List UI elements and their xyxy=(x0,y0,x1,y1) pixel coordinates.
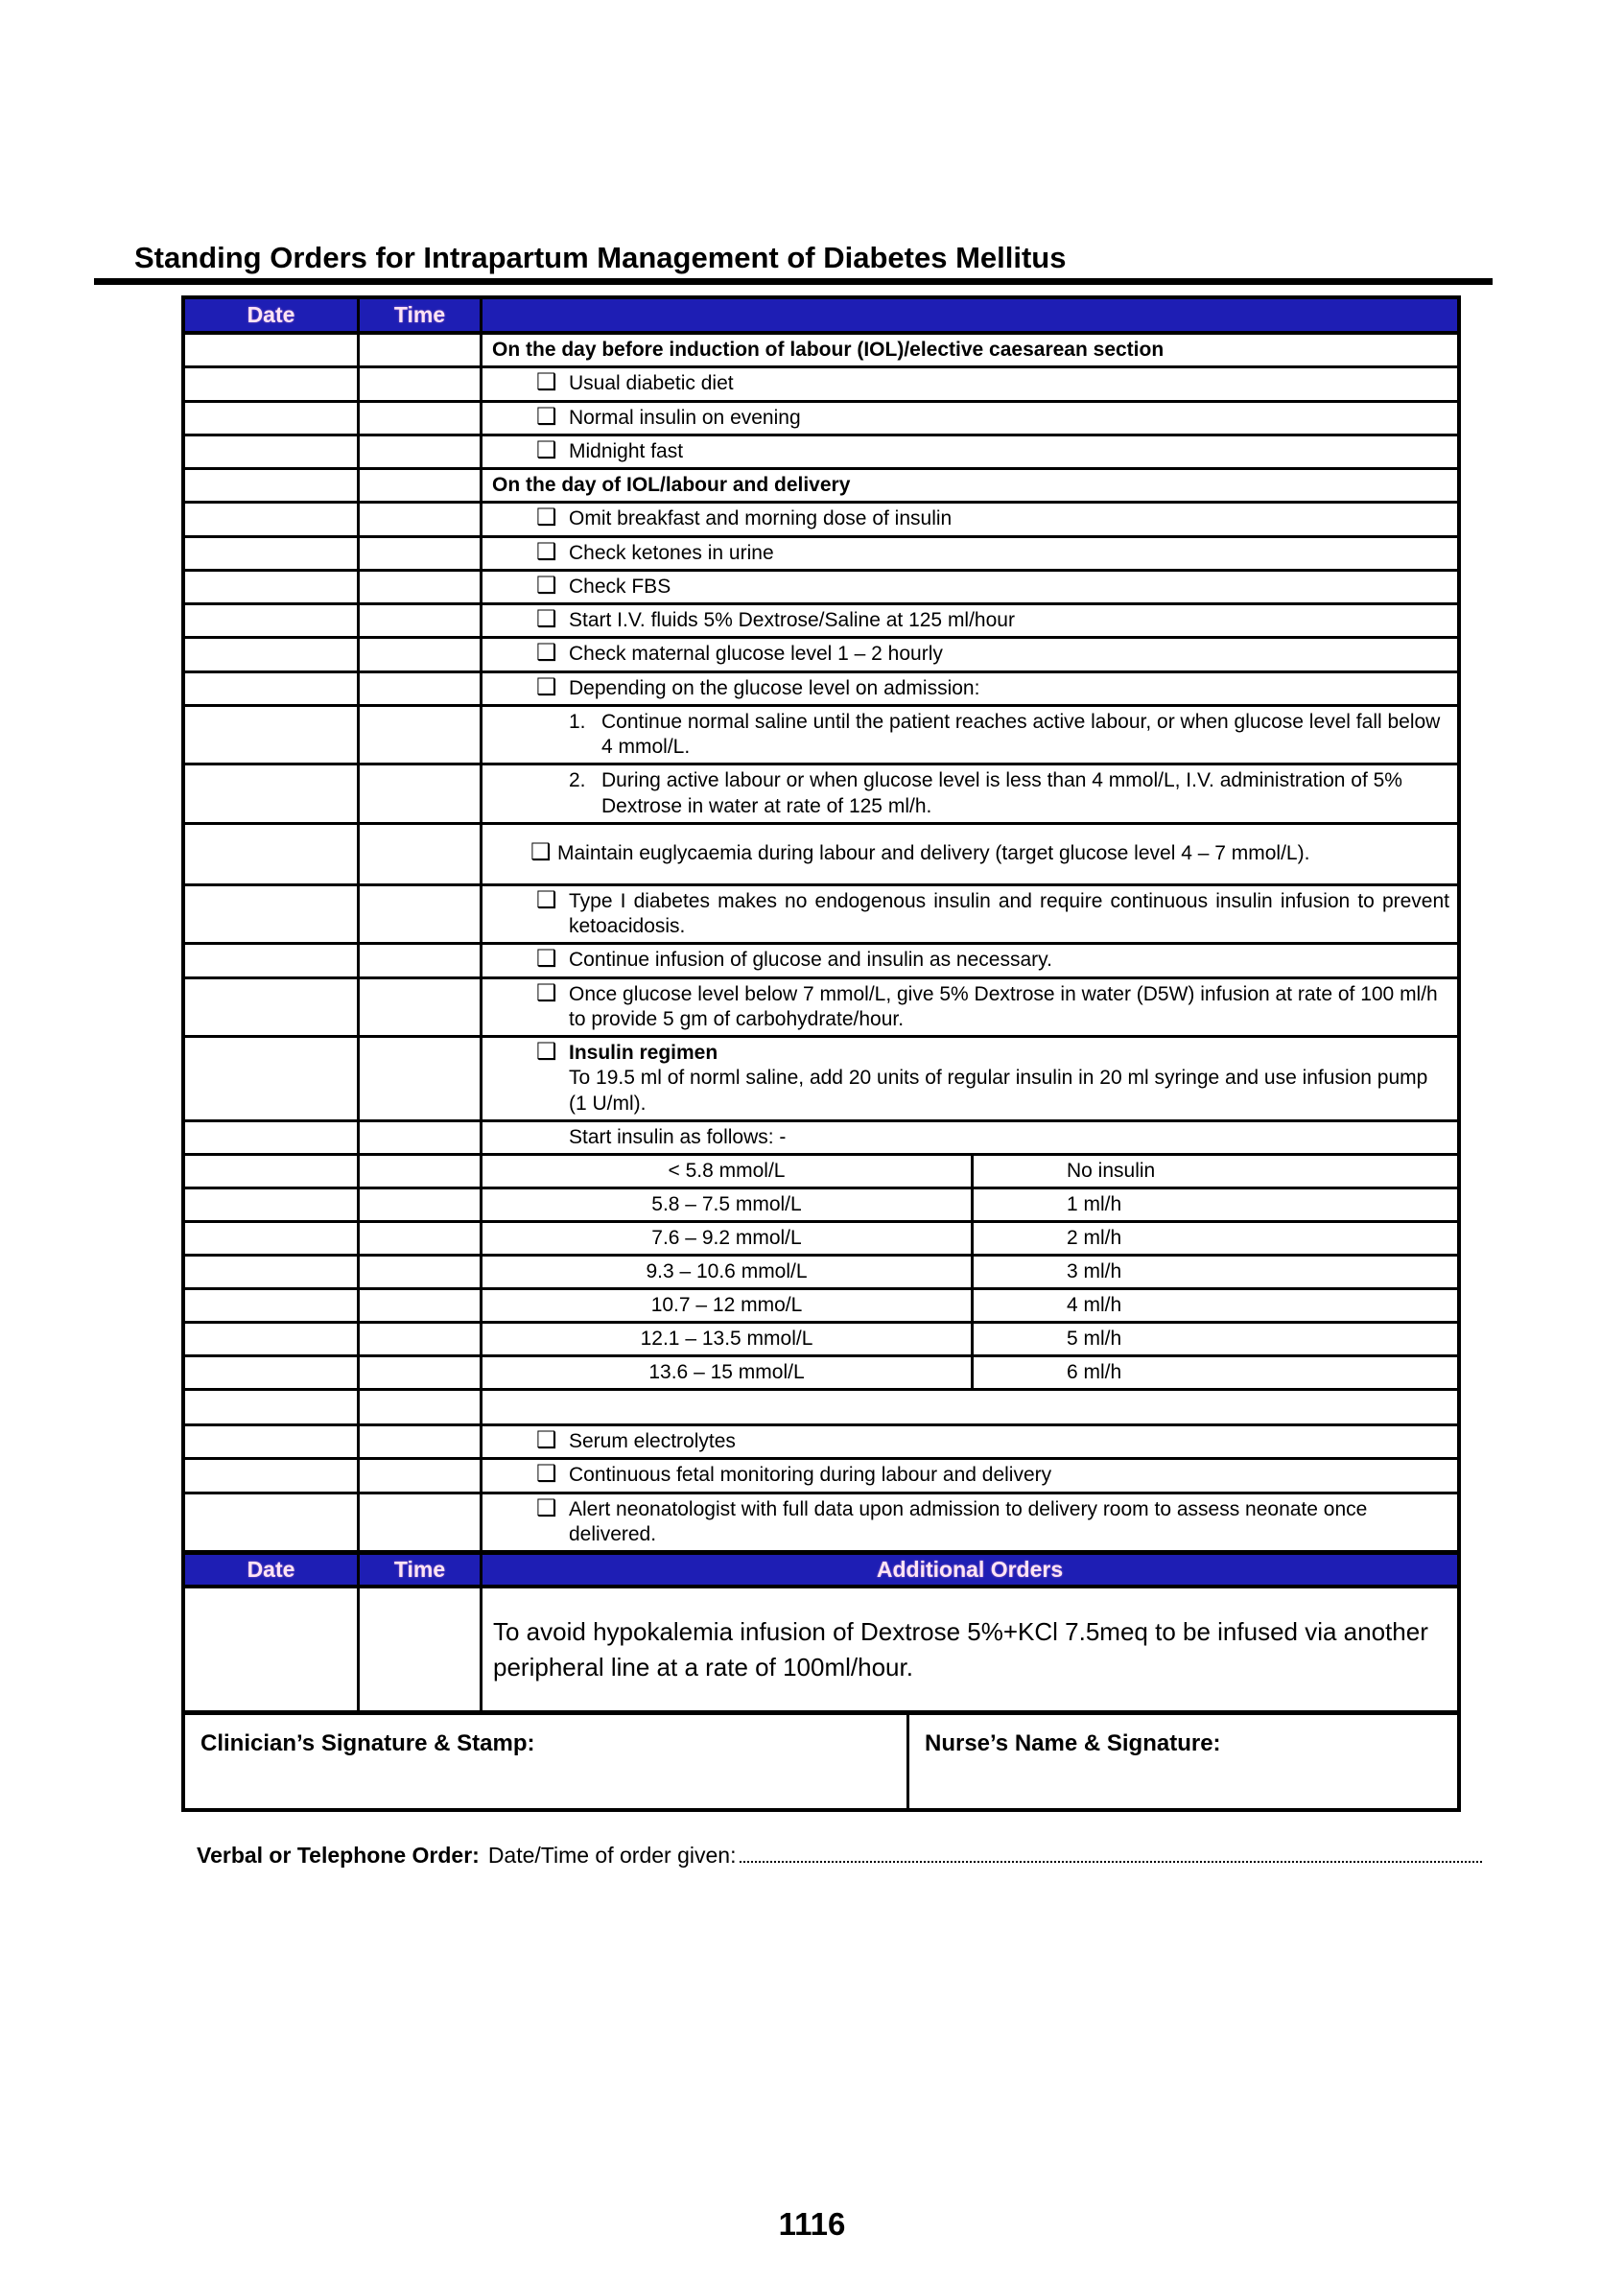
checkbox-icon: ❑ xyxy=(536,1039,557,1066)
table-row xyxy=(185,945,1457,978)
additional-order-row xyxy=(185,1588,1457,1713)
date-cell xyxy=(185,1223,360,1254)
time-cell xyxy=(360,1257,482,1287)
time-cell xyxy=(360,979,482,1036)
table-row xyxy=(185,368,1457,402)
dose-rate: 6 ml/h xyxy=(1067,1360,1122,1383)
table-row xyxy=(185,436,1457,470)
date-cell xyxy=(185,1357,360,1388)
checkbox-icon: ❑ xyxy=(536,505,557,531)
order-text: Midnight fast xyxy=(569,439,684,462)
date-cell xyxy=(185,886,360,943)
date-cell xyxy=(185,1391,360,1423)
order-text: Start I.V. fluids 5% Dextrose/Saline at 125 ml/hour xyxy=(569,609,1015,632)
order-cell xyxy=(482,1460,1457,1491)
table-row xyxy=(185,673,1457,707)
order-cell xyxy=(482,1189,1457,1220)
order-line xyxy=(482,1041,1449,1066)
checkbox-icon: ❑ xyxy=(536,538,557,565)
date-cell xyxy=(185,368,360,399)
order-text: Continue normal saline until the patient reaches active labour, or when glucose level fall below 4 mmol/L. xyxy=(601,710,1441,759)
table-row xyxy=(185,707,1457,766)
date-cell xyxy=(185,504,360,534)
table-row xyxy=(185,825,1457,886)
order-text: Alert neonatologist with full data upon admission to delivery room to assess neonate once delivered. xyxy=(569,1497,1368,1545)
order-text: Once glucose level below 7 mmol/L, give 5% Dextrose in water (D5W) infusion at rate of 100 ml/h to provide 5 gm of carbohydrate/hour. xyxy=(569,982,1438,1030)
orders-rows xyxy=(185,335,1457,1553)
time-cell xyxy=(360,765,482,822)
order-line xyxy=(482,642,1449,667)
date-cell xyxy=(185,1189,360,1220)
order-cell xyxy=(482,368,1457,399)
checkbox-icon: ❑ xyxy=(536,640,557,667)
time-cell xyxy=(360,368,482,399)
time-cell xyxy=(360,538,482,569)
additional-header-row xyxy=(185,1553,1457,1588)
time-cell xyxy=(360,1588,482,1710)
table-row xyxy=(185,886,1457,946)
time-cell xyxy=(360,639,482,670)
order-cell xyxy=(482,979,1457,1036)
page-title: Standing Orders for Intrapartum Management of Diabetes Mellitus xyxy=(134,241,1067,274)
table-row xyxy=(185,1290,1457,1324)
order-line xyxy=(482,1429,1449,1454)
order-line xyxy=(482,979,1449,1033)
checkbox-icon: ❑ xyxy=(536,403,557,430)
time-cell xyxy=(360,1223,482,1254)
date-cell xyxy=(185,979,360,1036)
table-row xyxy=(185,1324,1457,1357)
order-line xyxy=(482,1463,1449,1488)
table-row xyxy=(185,1122,1457,1156)
time-cell xyxy=(360,825,482,883)
checkbox-icon: ❑ xyxy=(536,369,557,396)
order-numbered-line xyxy=(482,768,1449,819)
nurse-signature-cell: Nurse’s Name & Signature: xyxy=(925,1730,1221,1757)
table-row xyxy=(185,1257,1457,1290)
date-cell xyxy=(185,1324,360,1354)
table-row xyxy=(185,1391,1457,1426)
date-cell xyxy=(185,1257,360,1287)
time-cell xyxy=(360,1494,482,1551)
order-cell xyxy=(482,1290,1457,1321)
order-text: Start insulin as follows: - xyxy=(569,1125,787,1148)
date-cell xyxy=(185,673,360,704)
order-cell xyxy=(482,1156,1457,1187)
order-cell xyxy=(482,605,1457,636)
table-row xyxy=(185,1038,1457,1122)
order-line xyxy=(482,948,1449,973)
order-cell xyxy=(482,470,1457,501)
date-cell xyxy=(185,1156,360,1187)
checkbox-icon: ❑ xyxy=(536,1461,557,1488)
order-cell xyxy=(482,825,1457,883)
order-line xyxy=(482,886,1449,940)
orders-column-header xyxy=(482,299,1457,331)
time-cell xyxy=(360,1156,482,1187)
additional-time-header: Time xyxy=(360,1555,482,1585)
order-cell xyxy=(482,1357,1457,1388)
order-text: Continue infusion of glucose and insulin as necessary. xyxy=(569,949,1052,972)
order-line xyxy=(482,608,1449,633)
list-number: 2. xyxy=(569,769,586,792)
time-cell xyxy=(360,886,482,943)
table-row xyxy=(185,605,1457,639)
time-cell xyxy=(360,403,482,434)
order-text: Depending on the glucose level on admission: xyxy=(569,676,980,699)
time-cell xyxy=(360,1290,482,1321)
order-cell xyxy=(482,707,1457,764)
order-subtext: To 19.5 ml of norml saline, add 20 units of regular insulin in 20 ml syringe and use infusion pump (1 U/ml). xyxy=(569,1067,1428,1115)
title-underline xyxy=(94,278,1493,285)
order-cell xyxy=(482,538,1457,569)
order-cell xyxy=(482,1122,1457,1153)
signature-row xyxy=(185,1713,1457,1808)
time-cell xyxy=(360,1122,482,1153)
time-cell xyxy=(360,335,482,365)
time-column-header: Time xyxy=(360,299,482,331)
date-cell xyxy=(185,707,360,764)
order-cell xyxy=(482,673,1457,704)
order-text: Type I diabetes makes no endogenous insulin and require continuous insulin infusion to prevent ketoacidosis. xyxy=(569,889,1449,938)
order-cell xyxy=(482,1257,1457,1287)
checkbox-icon: ❑ xyxy=(530,839,552,866)
checkbox-icon: ❑ xyxy=(536,606,557,633)
order-numbered-line xyxy=(482,710,1449,761)
footer-verbal-label: Verbal or Telephone Order: xyxy=(197,1843,480,1869)
checkbox-icon: ❑ xyxy=(536,1494,557,1521)
date-cell xyxy=(185,1460,360,1491)
order-cell xyxy=(482,765,1457,822)
time-cell xyxy=(360,1426,482,1457)
table-row xyxy=(185,1156,1457,1189)
order-cell xyxy=(482,886,1457,943)
table-row xyxy=(185,470,1457,504)
table-row xyxy=(185,335,1457,368)
order-text: Maintain euglycaemia during labour and delivery (target glucose level 4 – 7 mmol/L). xyxy=(557,842,1310,865)
time-cell xyxy=(360,1189,482,1220)
time-cell xyxy=(360,504,482,534)
table-row xyxy=(185,1357,1457,1391)
order-cell xyxy=(482,639,1457,670)
orders-table xyxy=(181,295,1461,1812)
date-cell xyxy=(185,1426,360,1457)
order-line xyxy=(482,1494,1449,1548)
dose-level: 7.6 – 9.2 mmol/L xyxy=(482,1223,974,1254)
dose-rate: 3 ml/h xyxy=(1067,1259,1122,1282)
order-cell xyxy=(482,1426,1457,1457)
date-column-header: Date xyxy=(185,299,360,331)
order-text: Check FBS xyxy=(569,575,671,598)
time-cell xyxy=(360,436,482,467)
time-cell xyxy=(360,470,482,501)
time-cell xyxy=(360,945,482,976)
order-cell xyxy=(482,1391,1457,1423)
time-cell xyxy=(360,1324,482,1354)
order-section-text: On the day before induction of labour (IOL)/elective caesarean section xyxy=(492,339,1165,362)
order-line xyxy=(482,436,1449,464)
additional-orders-header: Additional Orders xyxy=(876,1557,1064,1583)
table-row xyxy=(185,572,1457,605)
order-text: During active labour or when glucose level is less than 4 mmol/L, I.V. administration of 5% Dextrose in water at rate of 125 ml/h. xyxy=(601,769,1402,817)
order-cell xyxy=(482,1223,1457,1254)
order-text: Normal insulin on evening xyxy=(569,406,801,429)
additional-order-text: To avoid hypokalemia infusion of Dextrose 5%+KCl 7.5meq to be infused via another peripheral line at a rate of 100ml/hour. xyxy=(493,1617,1428,1681)
order-line xyxy=(482,538,1449,566)
order-cell xyxy=(482,403,1457,434)
footer-datetime-label: Date/Time of order given: xyxy=(487,1843,737,1869)
time-cell xyxy=(360,1460,482,1491)
dose-level: < 5.8 mmol/L xyxy=(482,1156,974,1187)
date-cell xyxy=(185,470,360,501)
date-cell xyxy=(185,1122,360,1153)
checkbox-icon: ❑ xyxy=(536,946,557,973)
dotted-leader xyxy=(740,1861,1482,1863)
date-cell xyxy=(185,538,360,569)
dose-level: 12.1 – 13.5 mmol/L xyxy=(482,1324,974,1354)
order-text: Insulin regimen xyxy=(569,1042,718,1065)
table-row xyxy=(185,1426,1457,1460)
clinician-signature-cell: Clinician’s Signature & Stamp: xyxy=(185,1715,909,1808)
order-line xyxy=(482,572,1449,600)
date-cell xyxy=(185,639,360,670)
time-cell xyxy=(360,1038,482,1119)
checkbox-icon: ❑ xyxy=(536,673,557,700)
table-row xyxy=(185,403,1457,436)
order-cell xyxy=(482,1494,1457,1551)
order-text: Continuous fetal monitoring during labour and delivery xyxy=(569,1464,1052,1487)
page-number: 1116 xyxy=(778,2206,846,2243)
date-cell xyxy=(185,1290,360,1321)
time-cell xyxy=(360,605,482,636)
order-cell xyxy=(482,504,1457,534)
order-cell xyxy=(482,335,1457,365)
dose-level: 10.7 – 12 mmo/L xyxy=(482,1290,974,1321)
time-cell xyxy=(360,572,482,602)
date-cell xyxy=(185,1588,360,1710)
order-line xyxy=(482,841,1449,866)
order-section-text: On the day of IOL/labour and delivery xyxy=(492,474,851,497)
dose-rate: 4 ml/h xyxy=(1067,1293,1122,1316)
order-cell xyxy=(482,1038,1457,1119)
date-cell xyxy=(185,765,360,822)
date-cell xyxy=(185,945,360,976)
order-line xyxy=(482,403,1449,431)
order-cell xyxy=(482,436,1457,467)
order-cell xyxy=(482,945,1457,976)
order-cell xyxy=(482,572,1457,602)
dose-rate: No insulin xyxy=(1067,1159,1156,1182)
order-line xyxy=(482,371,1449,396)
order-text: Usual diabetic diet xyxy=(569,372,734,395)
dose-level: 13.6 – 15 mmol/L xyxy=(482,1357,974,1388)
date-cell xyxy=(185,605,360,636)
time-cell xyxy=(360,707,482,764)
date-cell xyxy=(185,335,360,365)
order-text: Omit breakfast and morning dose of insulin xyxy=(569,507,953,530)
checkbox-icon: ❑ xyxy=(536,436,557,463)
verbal-order-line xyxy=(197,1843,1482,1869)
table-row xyxy=(185,1223,1457,1257)
table-header-row xyxy=(185,299,1457,335)
checkbox-icon: ❑ xyxy=(536,979,557,1006)
date-cell xyxy=(185,403,360,434)
dose-rate: 1 ml/h xyxy=(1067,1192,1122,1215)
order-line xyxy=(482,673,1449,701)
order-cell xyxy=(482,1324,1457,1354)
checkbox-icon: ❑ xyxy=(536,572,557,599)
dose-level: 9.3 – 10.6 mmol/L xyxy=(482,1257,974,1287)
dose-rate: 5 ml/h xyxy=(1067,1327,1122,1350)
checkbox-icon: ❑ xyxy=(536,1427,557,1454)
list-number: 1. xyxy=(569,710,586,733)
time-cell xyxy=(360,1391,482,1423)
date-cell xyxy=(185,825,360,883)
dose-rate: 2 ml/h xyxy=(1067,1226,1122,1249)
table-row xyxy=(185,1494,1457,1554)
time-cell xyxy=(360,673,482,704)
table-row xyxy=(185,1460,1457,1493)
order-text: Serum electrolytes xyxy=(569,1430,736,1453)
dose-level: 5.8 – 7.5 mmol/L xyxy=(482,1189,974,1220)
table-row xyxy=(185,979,1457,1039)
order-line xyxy=(482,506,1449,531)
additional-date-header: Date xyxy=(185,1555,360,1585)
checkbox-icon: ❑ xyxy=(536,886,557,913)
table-row xyxy=(185,1189,1457,1223)
order-text: Check ketones in urine xyxy=(569,541,774,564)
date-cell xyxy=(185,436,360,467)
order-text: Check maternal glucose level 1 – 2 hourly xyxy=(569,643,943,666)
table-row xyxy=(185,538,1457,572)
date-cell xyxy=(185,1494,360,1551)
table-row xyxy=(185,765,1457,825)
table-row xyxy=(185,504,1457,537)
time-cell xyxy=(360,1357,482,1388)
date-cell xyxy=(185,572,360,602)
date-cell xyxy=(185,1038,360,1119)
table-row xyxy=(185,639,1457,672)
